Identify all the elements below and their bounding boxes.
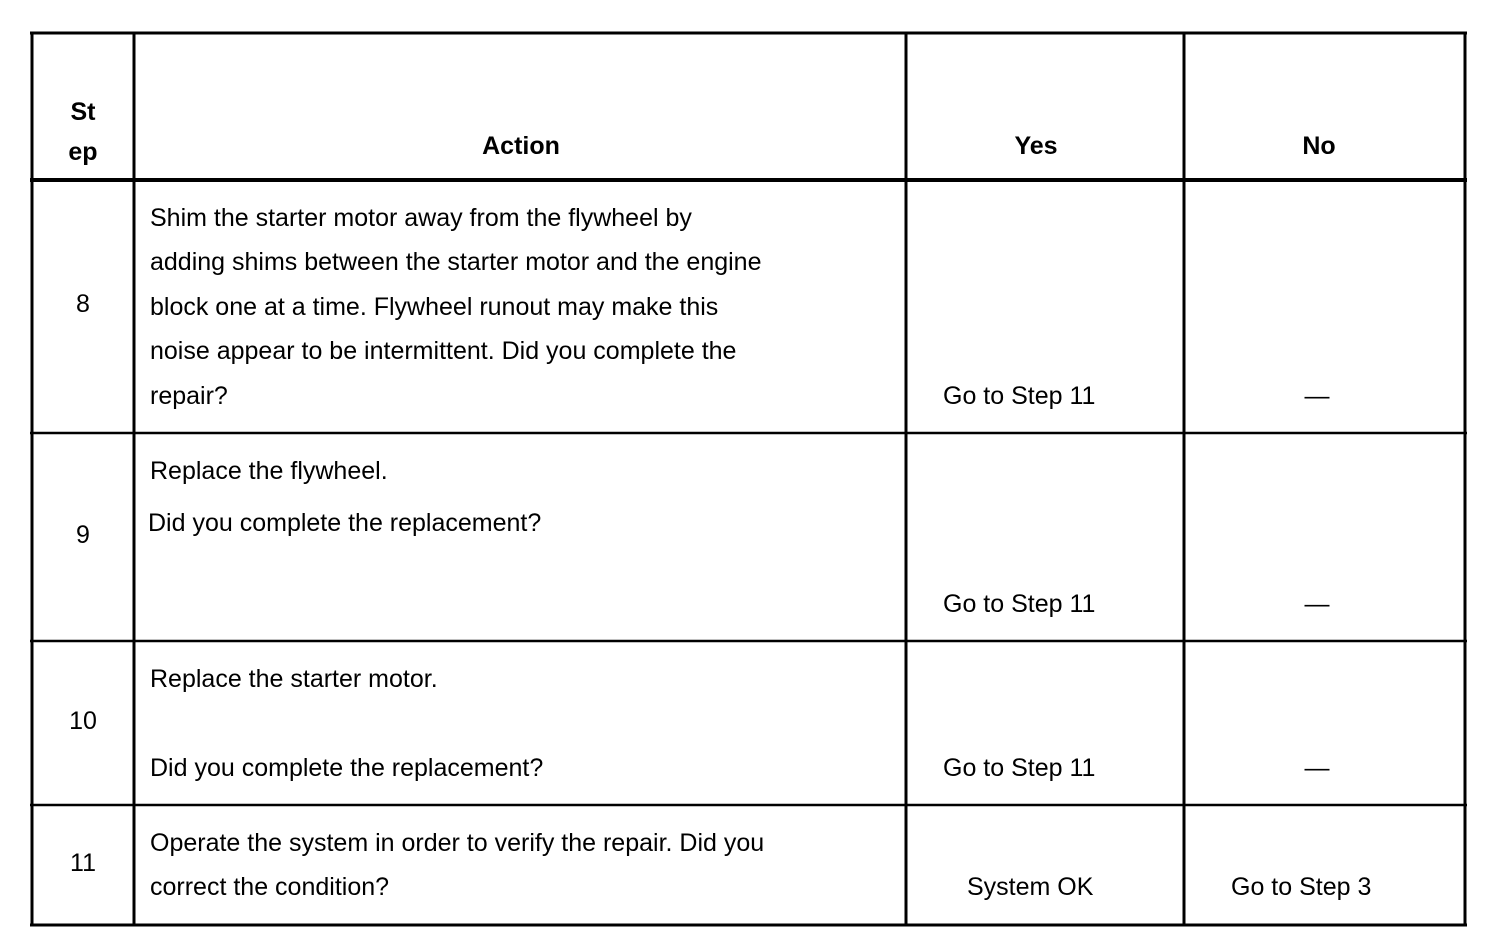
row-action-line: adding shims between the starter motor and the engine (150, 248, 762, 276)
header-step-line2: ep (68, 138, 98, 166)
row-yes: Go to Step 11 (943, 754, 1096, 782)
row-action-line: Replace the starter motor. (150, 665, 438, 693)
row-no: — (1304, 382, 1330, 410)
row-action-line: Operate the system in order to verify the repair. Did you (150, 829, 765, 857)
row-no: Go to Step 3 (1231, 873, 1372, 901)
row-action-line: Did you complete the replacement? (150, 754, 544, 782)
row-step: 8 (76, 290, 90, 318)
row-action-line: Shim the starter motor away from the flywheel by (150, 204, 692, 232)
row-action-line: correct the condition? (150, 873, 390, 901)
row-step: 9 (76, 521, 90, 549)
header-step (33, 92, 133, 172)
row-action-line: noise appear to be intermittent. Did you complete the (150, 337, 737, 365)
row-yes: Go to Step 11 (943, 382, 1096, 410)
row-step: 10 (69, 707, 97, 735)
header-yes: Yes (1014, 132, 1058, 160)
row-action-line: repair? (150, 382, 228, 410)
row-action-line: block one at a time. Flywheel runout may make this (150, 293, 719, 321)
row-no: — (1304, 754, 1330, 782)
header-no: No (1302, 132, 1336, 160)
row-no: — (1304, 590, 1330, 618)
row-action-line: Did you complete the replacement? (148, 509, 542, 537)
row-action-line: Replace the flywheel. (150, 457, 388, 485)
header-step-line1: St (70, 98, 96, 126)
row-step: 11 (70, 849, 96, 877)
row-yes: System OK (967, 873, 1094, 901)
row-yes: Go to Step 11 (943, 590, 1096, 618)
header-action: Action (482, 132, 560, 160)
